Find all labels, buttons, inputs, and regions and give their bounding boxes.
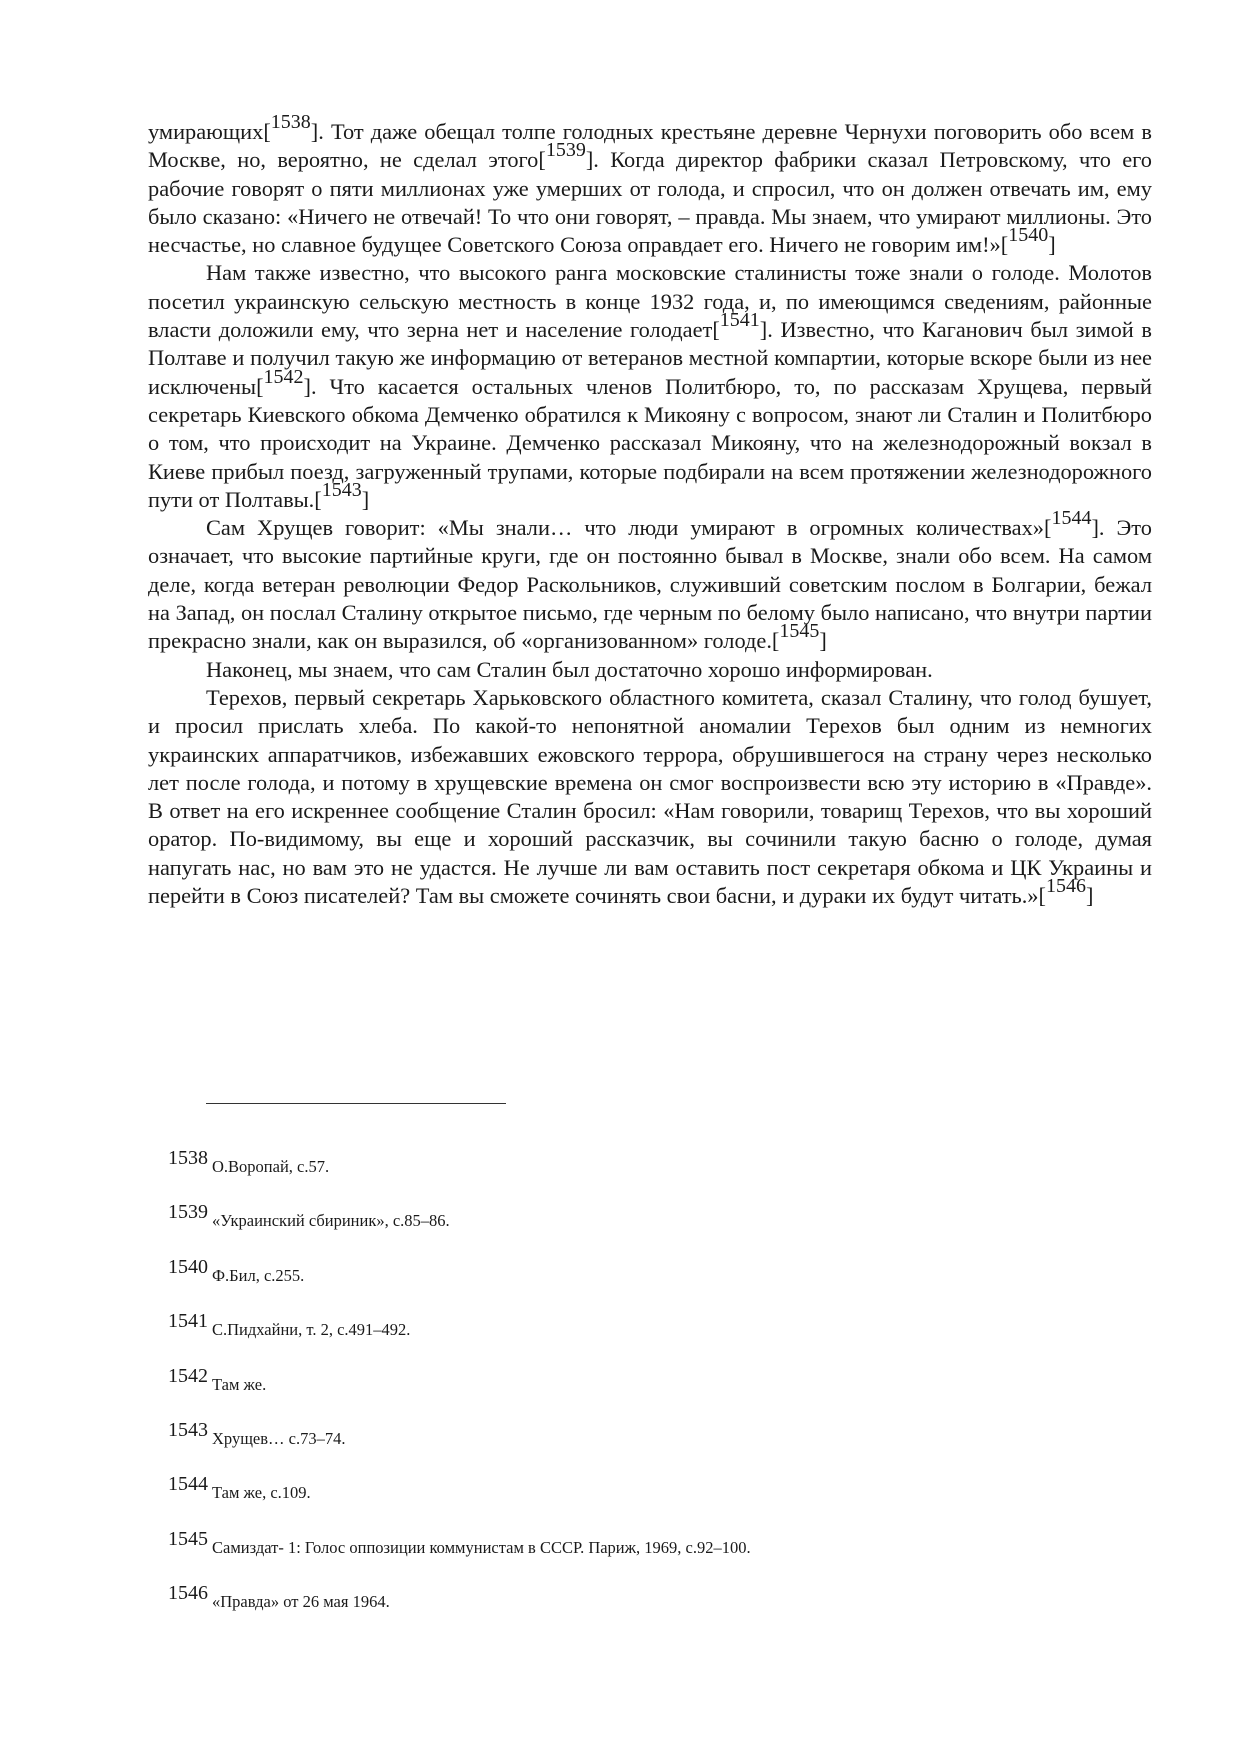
text-run: Терехов, первый секретарь Харьковского областного комитета, сказал Сталину, что голод бушует, и просил прислать хлеба. По какой-то непонятной аномалии Терехов был одним из немногих украинских аппаратчиков, избежавших ежовского террора, обрушившегося на страну через несколько лет после голода, и потому в хрущевские времена он смог воспроизвести всю эту историю в «Правде». В ответ на его искреннее сообщение Сталин бросил: «Нам говорили, товарищ Терехов, что вы хороший оратор. По-видимому, вы еще и хороший рассказчик, вы сочинили такую басню о голоде, думая напугать нас, но вам это не удастся. Не лучше ли вам оставить пост секретаря обкома и ЦК Украины и перейти в Союз писателей? Там вы сможете сочинять свои басни, и дураки их будут читать.»[ [148,684,1152,909]
text-run: Нам также известно, что высокого ранга московские сталинисты тоже знали о голоде. Молотов посетил украинскую сельскую местность в конце 1932 года, и, по имеющимся сведениям, районные власти доложили ему, что зерна нет и население голодает[ [148,260,1152,343]
footnote-reference[interactable]: 1540 [1008,224,1049,247]
footnote-1538 [168,1147,1152,1204]
footnote-reference[interactable]: 1539 [545,139,586,162]
footnote-reference[interactable]: 1545 [779,620,820,643]
footnote-text: Там же, с.109. [212,1483,311,1503]
text-run: ]. Когда директор фабрики сказал Петровскому, что его рабочие говорят о пяти миллионах уже умерших от голода, и спросил, что он должен отвечать им, ему было сказано: «Ничего не отвечай! То что они говорят, – правда. Мы знаем, что умирают миллионы. Это несчастье, но славное будущее Советского Союза оправдает его. Ничего не говорим им!»[ [148,147,1153,258]
text-run: ]. Тот даже обещал толпе голодных крестьяне деревне Чернухи поговорить обо всем в Москве, но, вероятно, не сделал этого[ [148,119,1152,173]
footnote-reference[interactable]: 1542 [263,365,304,388]
footnote-number: 1542 [168,1364,208,1387]
footnote-1540 [168,1255,1152,1313]
text-run: Сам Хрущев говорит: «Мы знали… что люди умирают в огромных количествах»[ [206,515,1052,541]
footnote-reference[interactable]: 1544 [1051,507,1092,530]
text-run: умирающих[ [148,119,271,144]
footnote-number: 1545 [168,1527,208,1550]
footnote-text: О.Воропай, с.57. [212,1157,330,1176]
footnote-1546 [168,1582,1152,1639]
text-run: ] [1085,883,1094,909]
footnote-reference[interactable]: 1546 [1045,875,1086,898]
paragraph-5 [148,684,1152,910]
footnote-number: 1541 [168,1310,208,1333]
footnote-number: 1539 [168,1201,208,1224]
footnote-1543 [168,1418,1152,1476]
footnote-number: 1540 [168,1255,208,1278]
footnotes-list [168,1147,1152,1640]
footnote-1545 [168,1527,1152,1585]
footnote-1544 [168,1473,1152,1530]
footnote-text: С.Пидхайни, т. 2, с.491–492. [212,1320,411,1340]
footnote-text: «Правда» от 26 мая 1964. [212,1592,390,1612]
footnote-1539 [168,1201,1152,1258]
text-run: ]. Что касается остальных членов Политбюро, то, по рассказам Хрущева, первый секретарь Киевского обкома Демченко обратился к Микояну с вопросом, знают ли Сталин и Политбюро о том, что происходит на Украине. Демченко рассказал Микояну, что на железнодорожный вокзал в Киеве прибыл поезд, загруженный трупами, которые подбирали на всем протяжении железнодорожного пути от Полтавы.[ [148,373,1152,512]
footnote-reference[interactable]: 1538 [270,111,311,133]
footnote-reference[interactable]: 1543 [321,478,362,501]
footnote-1541 [168,1310,1152,1367]
text-run: ] [361,486,370,512]
main-text [148,111,1153,910]
paragraph-1 [148,111,1153,259]
text-run: ]. Известно, что Каганович был зимой в Полтаве и получил такую же информацию от ветеранов местной компартии, которые вскоре были из нее исключены[ [148,317,1152,399]
footnote-text: «Украинский сбириник», с.85–86. [212,1211,450,1231]
footnote-1542 [168,1364,1152,1422]
footnote-number: 1538 [168,1147,208,1169]
footnote-text: Хрущев… с.73–74. [212,1428,346,1448]
footnote-number: 1543 [168,1418,208,1441]
footnote-reference[interactable]: 1541 [719,309,760,332]
text-run: ] [819,628,827,654]
footnote-divider [206,1103,506,1104]
footnote-number: 1546 [168,1582,208,1605]
paragraph-3 [148,507,1152,655]
text-run: Наконец, мы знаем, что сам Сталин был достаточно хорошо информирован. [206,656,933,682]
paragraph-2 [148,259,1152,514]
text-run: ] [1048,232,1056,258]
text-run: ]. Это означает, что высокие партийные круги, где он постоянно бывал в Москве, знали обо всем. На самом деле, когда ветеран революции Федор Раскольников, служивший советским послом в Болгарии, бежал на Запад, он послал Сталину открытое письмо, где черным по белому было написано, что внутри партии прекрасно знали, как он выразился, об «организованном» голоде.[ [148,515,1152,654]
footnote-text: Там же. [212,1374,267,1394]
footnote-text: Ф.Бил, с.255. [212,1265,305,1285]
footnote-number: 1544 [168,1473,208,1496]
paragraph-4 [148,656,1152,684]
footnote-text: Самиздат- 1: Голос оппозиции коммунистам в СССР. Париж, 1969, с.92–100. [212,1537,751,1557]
